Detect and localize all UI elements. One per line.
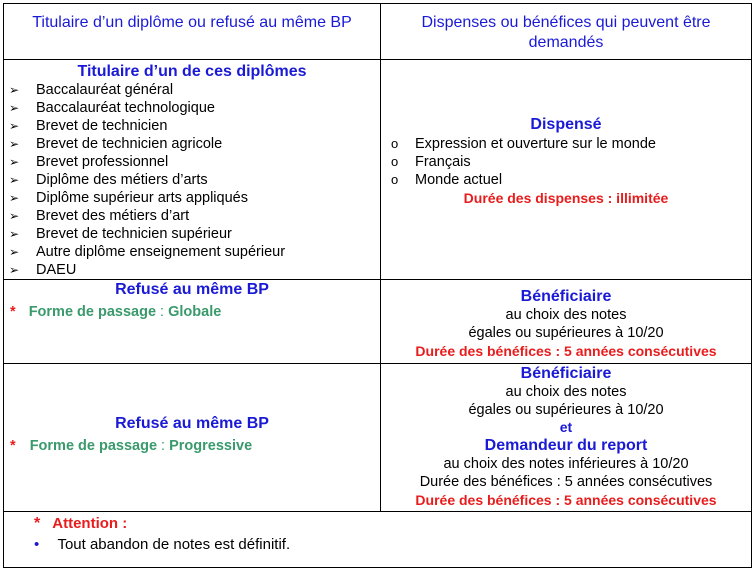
bullet-icon: •	[34, 536, 40, 553]
diploma-item	[9, 153, 380, 171]
dispense-cell	[381, 60, 752, 280]
choice-line: au choix des notes	[505, 307, 627, 323]
progressive-mode	[4, 435, 380, 457]
diploma-label: Brevet de technicien	[36, 118, 168, 134]
diploma-label: Baccalauréat technologique	[36, 100, 215, 116]
threshold-line: égales ou supérieures à 10/20	[468, 325, 664, 341]
arrow-bullet-icon: ➢	[9, 209, 20, 223]
arrow-bullet-icon: ➢	[9, 137, 20, 151]
diploma-item	[9, 261, 380, 279]
progressive-left-cell	[4, 364, 381, 512]
arrow-bullet-icon: ➢	[9, 173, 20, 187]
diploma-label: DAEU	[36, 262, 77, 278]
arrow-bullet-icon: ➢	[9, 83, 20, 97]
choice-line: au choix des notes	[505, 384, 627, 400]
diplomas-cell	[4, 60, 381, 280]
arrow-bullet-icon: ➢	[9, 227, 20, 241]
diploma-label: Brevet professionnel	[36, 154, 169, 170]
dispense-title: Dispensé	[530, 116, 602, 133]
header-row	[4, 4, 752, 60]
row-progressive	[4, 364, 752, 512]
globale-left-cell	[4, 280, 381, 364]
star-marker: *	[10, 438, 16, 454]
subject-label: Français	[415, 154, 471, 170]
diploma-item	[9, 243, 380, 261]
threshold-line: égales ou supérieures à 10/20	[468, 402, 664, 418]
arrow-bullet-icon: ➢	[9, 245, 20, 259]
diploma-item	[9, 117, 380, 135]
arrow-bullet-icon: ➢	[9, 155, 20, 169]
report-title: Demandeur du report	[484, 437, 648, 454]
mode-value: Globale	[168, 304, 222, 320]
diploma-label: Autre diplôme enseignement supérieur	[36, 244, 286, 260]
diploma-list	[4, 81, 380, 279]
row-diplomas	[4, 60, 752, 280]
star-marker: *	[34, 515, 41, 532]
subject-item	[391, 171, 751, 189]
and-connector: et	[559, 419, 573, 435]
diploma-item	[9, 225, 380, 243]
report-duration-line: Durée des bénéfices : 5 années consécutives	[419, 474, 713, 490]
circle-bullet-icon: o	[391, 172, 399, 187]
attention-note: Tout abandon de notes est définitif.	[57, 536, 291, 553]
beneficiaire-title: Bénéficiaire	[520, 288, 612, 305]
mode-label: Forme de passage	[28, 304, 157, 320]
mode-separator: :	[161, 438, 166, 454]
globale-title: Refusé au même BP	[115, 281, 269, 298]
diploma-label: Diplôme des métiers d’arts	[36, 172, 208, 188]
exemptions-table	[3, 3, 752, 568]
diploma-item	[9, 189, 380, 207]
star-marker: *	[10, 304, 16, 320]
diploma-item	[9, 99, 380, 117]
progressive-right-cell	[381, 364, 752, 512]
diploma-label: Baccalauréat général	[36, 82, 174, 98]
mode-value: Progressive	[169, 438, 253, 454]
arrow-bullet-icon: ➢	[9, 191, 20, 205]
arrow-bullet-icon: ➢	[9, 119, 20, 133]
globale-mode	[4, 301, 380, 323]
attention-line	[4, 514, 751, 534]
mode-label: Forme de passage	[29, 438, 158, 454]
attention-cell	[4, 512, 752, 568]
subject-label: Expression et ouverture sur le monde	[415, 136, 656, 152]
diploma-item	[9, 207, 380, 225]
arrow-bullet-icon: ➢	[9, 263, 20, 277]
header-left-cell	[4, 4, 381, 60]
beneficiaire-title: Bénéficiaire	[520, 365, 612, 382]
attention-note-line	[4, 534, 751, 556]
header-right-cell	[381, 4, 752, 60]
progressive-title: Refusé au même BP	[115, 415, 269, 432]
subject-label: Monde actuel	[415, 172, 503, 188]
benefit-duration: Durée des bénéfices : 5 années consécutives	[415, 343, 717, 359]
header-right: Dispenses ou bénéfices qui peuvent être demandés	[421, 14, 711, 51]
row-globale	[4, 280, 752, 364]
diploma-item	[9, 81, 380, 99]
row-attention	[4, 512, 752, 568]
header-left: Titulaire d’un diplôme ou refusé au même BP	[32, 14, 352, 31]
circle-bullet-icon: o	[391, 136, 399, 151]
diploma-label: Brevet de technicien supérieur	[36, 226, 232, 242]
report-duration: Durée des bénéfices : 5 années consécutives	[415, 492, 717, 508]
diploma-label: Brevet de technicien agricole	[36, 136, 223, 152]
attention-label: Attention :	[52, 515, 128, 532]
subject-item	[391, 153, 751, 171]
diploma-item	[9, 135, 380, 153]
dispense-duration: Durée des dispenses : illimitée	[463, 190, 669, 206]
subject-list	[381, 135, 751, 189]
arrow-bullet-icon: ➢	[9, 101, 20, 115]
subject-item	[391, 135, 751, 153]
diplomas-title: Titulaire d’un de ces diplômes	[77, 63, 307, 80]
globale-right-cell	[381, 280, 752, 364]
diploma-label: Diplôme supérieur arts appliqués	[36, 190, 248, 206]
diploma-label: Brevet des métiers d’art	[36, 208, 190, 224]
diploma-item	[9, 171, 380, 189]
report-choice-line: au choix des notes inférieures à 10/20	[443, 456, 689, 472]
mode-separator: :	[160, 304, 165, 320]
circle-bullet-icon: o	[391, 154, 399, 169]
